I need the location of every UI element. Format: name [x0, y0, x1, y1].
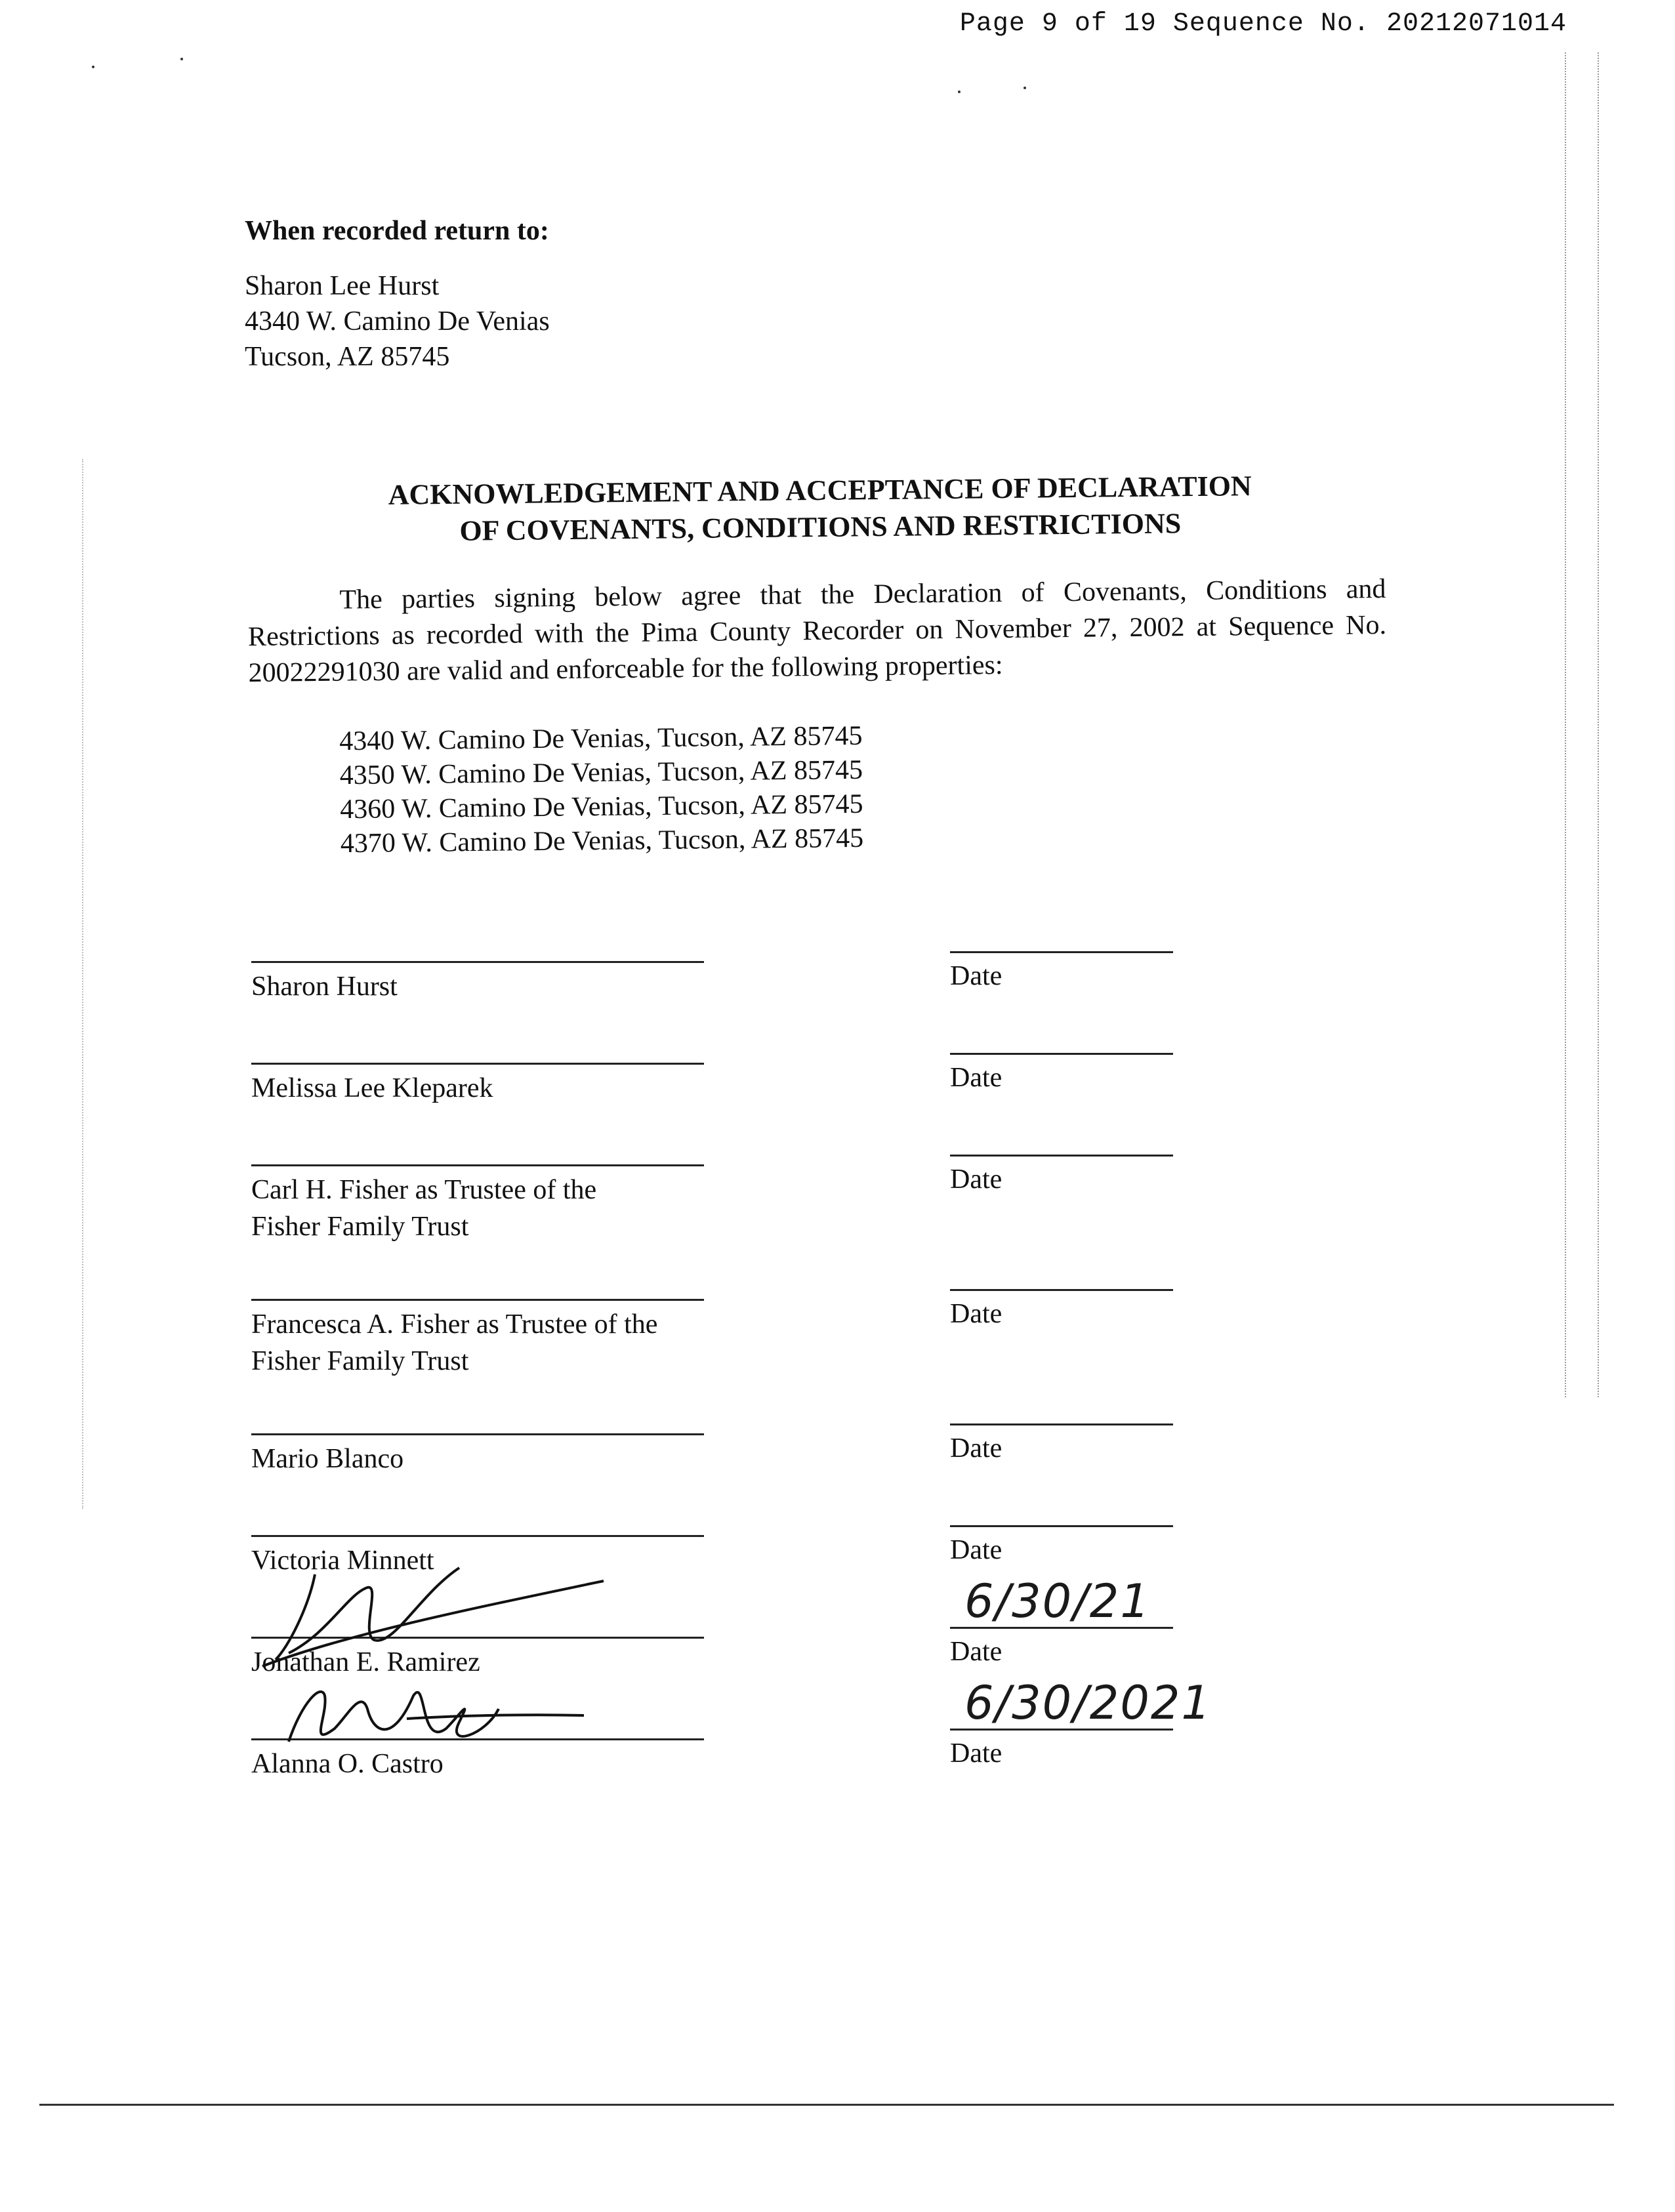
- signatory-name: Alanna O. Castro: [251, 1749, 444, 1779]
- scan-edge-right: [1565, 52, 1566, 1397]
- signatory-name-line1: Carl H. Fisher as Trustee of the: [251, 1175, 597, 1205]
- page-header: Page 9 of 19 Sequence No. 20212071014: [959, 9, 1567, 39]
- signatory-name: [251, 1172, 704, 1245]
- return-address-block: [245, 213, 550, 375]
- date-line: [950, 1525, 1173, 1527]
- signatory-name: Mario Blanco: [251, 1444, 404, 1474]
- date-line: [950, 951, 1173, 953]
- signature-mark-alanna: [262, 1669, 590, 1761]
- scan-speck: [1024, 87, 1026, 89]
- return-name: Sharon Lee Hurst: [245, 271, 440, 301]
- signature-line: [251, 1299, 704, 1301]
- body-paragraph: The parties signing below agree that the Declaration of Covenants, Conditions and Restrictions as recorded with the Pima County Recorder on November 27, 2002 at Sequence No. 20022291030 are valid and enforceable for the following properties:: [247, 573, 1387, 689]
- property-item: 4350 W. Camino De Venias, Tucson, AZ 85745: [339, 754, 863, 791]
- date-label: Date: [950, 1433, 1003, 1464]
- property-item: 4340 W. Camino De Venias, Tucson, AZ 85745: [339, 720, 863, 757]
- signatory-name: Victoria Minnett: [251, 1546, 434, 1576]
- return-heading: When recorded return to:: [245, 216, 549, 246]
- date-block-alanna: [950, 1729, 1173, 1771]
- date-label: Date: [950, 1535, 1003, 1565]
- signatory-name: Jonathan E. Ramirez: [251, 1647, 480, 1677]
- date-label: Date: [950, 1637, 1003, 1667]
- handwritten-date-jonathan: 6/30/21: [964, 1574, 1151, 1628]
- date-block-sharon: [950, 951, 1173, 994]
- date-label: Date: [950, 1738, 1003, 1769]
- date-block-melissa: [950, 1053, 1173, 1096]
- scan-edge-left: [82, 459, 83, 1509]
- signatory-name-line2: Fisher Family Trust: [251, 1212, 469, 1242]
- signature-line: [251, 1164, 704, 1166]
- property-item: 4370 W. Camino De Venias, Tucson, AZ 85745: [340, 823, 864, 859]
- date-line: [950, 1289, 1173, 1291]
- signature-line: [251, 1433, 704, 1435]
- signature-line: [251, 1063, 704, 1065]
- date-block-francesca: [950, 1289, 1173, 1332]
- document-title: [367, 468, 1273, 550]
- signature-block-melissa: [251, 1063, 704, 1107]
- return-address-line1: 4340 W. Camino De Venias: [245, 306, 550, 337]
- handwritten-date-alanna: 6/30/2021: [964, 1676, 1212, 1730]
- date-label: Date: [950, 1164, 1003, 1195]
- signature-line: [251, 961, 704, 963]
- bottom-rule: [39, 2104, 1614, 2106]
- signature-mark-jonathan: [249, 1555, 617, 1686]
- date-block-victoria: [950, 1525, 1173, 1568]
- signature-block-mario: [251, 1433, 704, 1477]
- return-address-line2: Tucson, AZ 85745: [245, 342, 450, 372]
- property-list: [339, 719, 863, 861]
- signatory-name: Sharon Hurst: [251, 972, 398, 1002]
- date-line: [950, 1155, 1173, 1157]
- date-line: [950, 1053, 1173, 1055]
- property-item: 4360 W. Camino De Venias, Tucson, AZ 85745: [340, 789, 863, 825]
- signature-line: [251, 1535, 704, 1537]
- scan-speck: [92, 66, 94, 68]
- date-line: [950, 1423, 1173, 1425]
- date-label: Date: [950, 1299, 1003, 1329]
- scan-speck: [958, 91, 961, 93]
- title-line1: ACKNOWLEDGEMENT AND ACCEPTANCE OF DECLARATION: [388, 470, 1252, 511]
- signature-block-carl: [251, 1164, 704, 1245]
- scan-edge-right-inner: [1598, 52, 1599, 1397]
- signatory-name-line2: Fisher Family Trust: [251, 1346, 469, 1376]
- date-block-carl: [950, 1155, 1173, 1197]
- signatory-name-line1: Francesca A. Fisher as Trustee of the: [251, 1309, 658, 1340]
- signature-block-francesca: [251, 1299, 704, 1380]
- date-label: Date: [950, 1063, 1003, 1093]
- date-block-mario: [950, 1423, 1173, 1466]
- signatory-name: [251, 1306, 704, 1380]
- signature-block-sharon: [251, 961, 704, 1005]
- scan-speck: [180, 58, 183, 60]
- signatory-name: Melissa Lee Kleparek: [251, 1073, 493, 1103]
- date-block-jonathan: [950, 1627, 1173, 1669]
- date-label: Date: [950, 961, 1003, 991]
- title-line2: OF COVENANTS, CONDITIONS AND RESTRICTIONS: [459, 507, 1182, 547]
